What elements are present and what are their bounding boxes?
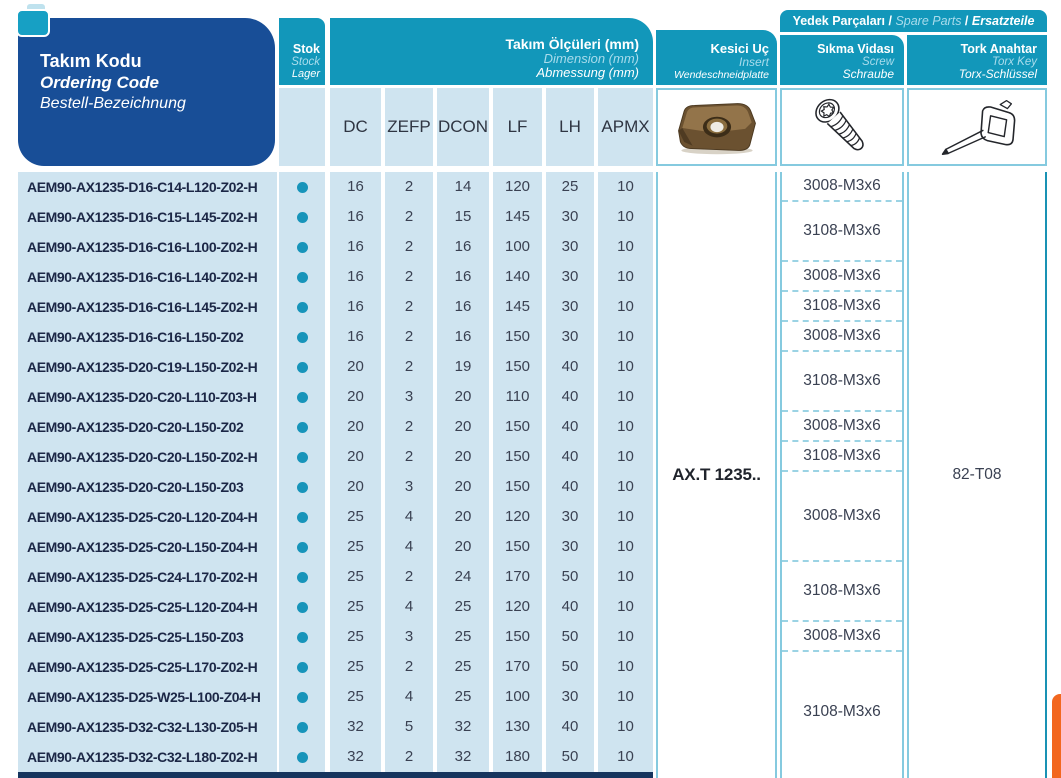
row-lh-cell: 40 — [561, 418, 579, 435]
stock-column — [279, 172, 325, 772]
row-code-cell: AEM90-AX1235-D20-C20-L150-Z02-H — [27, 449, 258, 465]
row-dc-cell: 25 — [347, 688, 364, 705]
row-lh-cell: 30 — [561, 538, 579, 555]
row-code-cell: AEM90-AX1235-D20-C20-L110-Z03-H — [27, 389, 257, 405]
screw-code-cell: 3008-M3x6 — [782, 262, 902, 292]
torx-key-title-en: Torx Key — [992, 56, 1037, 68]
row-dc-cell: 25 — [347, 598, 364, 615]
stock-dot-icon — [297, 602, 308, 613]
row-lf-cell: 150 — [504, 328, 531, 345]
stock-dot-cell — [279, 292, 325, 322]
row-lf-cell: 150 — [504, 538, 531, 555]
row-dc-cell: 20 — [347, 478, 364, 495]
stock-dot-icon — [297, 212, 308, 223]
ordering-code-header — [18, 18, 275, 166]
stock-title-de: Lager — [291, 68, 320, 80]
row-zefp-cell: 2 — [404, 298, 414, 315]
row-lf-cell: 130 — [504, 718, 531, 735]
stock-dot-cell — [279, 712, 325, 742]
row-code-cell: AEM90-AX1235-D16-C16-L145-Z02-H — [27, 299, 258, 315]
screw-code-cell: 3008-M3x6 — [782, 172, 902, 202]
row-code-cell: AEM90-AX1235-D16-C16-L100-Z02-H — [27, 239, 258, 255]
row-dcon-cell: 32 — [454, 748, 472, 765]
row-lf-cell: 140 — [504, 268, 531, 285]
row-lh-cell: 30 — [561, 688, 579, 705]
screw-title-tr: Sıkma Vidası — [817, 42, 894, 56]
bottom-rule — [18, 772, 653, 778]
row-dc-cell: 20 — [347, 388, 364, 405]
row-zefp-cell: 4 — [404, 538, 414, 555]
stock-dot-icon — [297, 662, 308, 673]
row-lh-cell: 50 — [561, 568, 579, 585]
row-lf-cell: 180 — [504, 748, 531, 765]
row-dcon-cell: 19 — [454, 358, 472, 375]
stock-dot-cell — [279, 232, 325, 262]
row-lf-cell: 110 — [505, 388, 530, 405]
stock-header — [279, 18, 325, 85]
stock-dot-icon — [297, 422, 308, 433]
row-code-cell: AEM90-AX1235-D25-C24-L170-Z02-H — [27, 569, 258, 585]
stock-subheader-cell — [279, 88, 325, 166]
stock-dot-cell — [279, 262, 325, 292]
row-apmx-cell: 10 — [617, 658, 634, 675]
stock-dot-cell — [279, 412, 325, 442]
insert-code-column — [656, 172, 777, 778]
row-dc-cell: 20 — [347, 358, 364, 375]
column-header-zefp: ZEFP — [385, 88, 433, 166]
row-lf-cell: 145 — [504, 208, 531, 225]
row-apmx-cell: 10 — [617, 298, 634, 315]
row-lh-cell: 30 — [561, 298, 579, 315]
row-zefp-cell: 4 — [404, 598, 414, 615]
row-zefp-cell: 3 — [404, 478, 414, 495]
row-dc-cell: 16 — [347, 328, 364, 345]
row-lh-cell: 40 — [561, 718, 579, 735]
stock-dot-cell — [279, 472, 325, 502]
row-lh-cell: 40 — [561, 388, 579, 405]
screw-code-cell: 3108-M3x6 — [782, 292, 902, 322]
stock-dot-icon — [297, 452, 308, 463]
screw-code-cell: 3108-M3x6 — [782, 562, 902, 622]
row-dc-cell: 16 — [347, 268, 364, 285]
ordering-code-column — [18, 172, 277, 772]
insert-title-tr: Kesici Uç — [710, 41, 769, 56]
row-lf-cell: 100 — [504, 688, 531, 705]
screw-code-cell: 3008-M3x6 — [782, 412, 902, 442]
row-code-cell: AEM90-AX1235-D25-C25-L150-Z03 — [27, 629, 244, 645]
row-code-cell: AEM90-AX1235-D32-C32-L130-Z05-H — [27, 719, 258, 735]
torx-key-title-tr: Tork Anahtar — [960, 42, 1037, 56]
stock-dot-cell — [279, 352, 325, 382]
row-apmx-cell: 10 — [617, 388, 634, 405]
row-dcon-cell: 20 — [454, 388, 472, 405]
row-apmx-cell: 10 — [617, 748, 634, 765]
torx-key-title-de: Torx-Schlüssel — [958, 67, 1037, 81]
row-code-cell: AEM90-AX1235-D25-C20-L150-Z04-H — [27, 539, 258, 555]
row-code-cell: AEM90-AX1235-D20-C19-L150-Z02-H — [27, 359, 258, 375]
insert-image-cell — [656, 88, 777, 166]
stock-dot-icon — [297, 722, 308, 733]
row-apmx-cell: 10 — [617, 178, 634, 195]
row-dcon-cell: 20 — [454, 478, 472, 495]
screw-code-cell: 3108-M3x6 — [803, 703, 881, 720]
ordering-code-title-tr: Takım Kodu — [40, 51, 142, 71]
row-zefp-cell: 2 — [404, 448, 414, 465]
screw-title-de: Schraube — [842, 67, 894, 81]
row-apmx-cell: 10 — [617, 448, 634, 465]
row-lf-cell: 170 — [504, 658, 531, 675]
row-dcon-cell: 24 — [454, 568, 472, 585]
row-lf-cell: 150 — [504, 418, 531, 435]
milling-insert-photo-icon — [669, 97, 765, 157]
ordering-code-title-en: Ordering Code — [40, 73, 160, 92]
apmx-column — [598, 172, 653, 772]
insert-header — [656, 30, 777, 85]
row-code-cell: AEM90-AX1235-D16-C14-L120-Z02-H — [27, 179, 258, 195]
stock-dot-cell — [279, 622, 325, 652]
row-zefp-cell: 2 — [404, 418, 414, 435]
row-dc-cell: 16 — [347, 298, 364, 315]
row-code-cell: AEM90-AX1235-D25-W25-L100-Z04-H — [27, 689, 261, 705]
row-lf-cell: 150 — [504, 628, 531, 645]
stock-dot-icon — [297, 362, 308, 373]
stock-dot-cell — [279, 562, 325, 592]
row-apmx-cell: 10 — [617, 418, 634, 435]
ordering-code-title-de: Bestell-Bezeichnung — [40, 95, 186, 112]
row-dcon-cell: 16 — [454, 268, 472, 285]
row-apmx-cell: 10 — [617, 268, 634, 285]
row-dc-cell: 16 — [347, 238, 364, 255]
row-dcon-cell: 20 — [454, 508, 472, 525]
row-zefp-cell: 2 — [404, 568, 414, 585]
row-apmx-cell: 10 — [617, 718, 634, 735]
torx-key-code: 82-T08 — [952, 466, 1002, 483]
torx-key-header — [907, 35, 1047, 85]
row-lf-cell: 150 — [504, 448, 531, 465]
row-code-cell: AEM90-AX1235-D16-C16-L140-Z02-H — [27, 269, 258, 285]
row-lh-cell: 30 — [561, 268, 579, 285]
row-dc-cell: 25 — [347, 538, 364, 555]
row-dcon-cell: 25 — [454, 628, 472, 645]
row-zefp-cell: 2 — [404, 178, 414, 195]
stock-dot-cell — [279, 202, 325, 232]
row-dcon-cell: 25 — [454, 688, 472, 705]
stock-dot-icon — [297, 392, 308, 403]
row-dc-cell: 25 — [347, 568, 364, 585]
row-dcon-cell: 16 — [454, 298, 472, 315]
dimensions-title-en: Dimension (mm) — [543, 51, 639, 66]
row-apmx-cell: 10 — [617, 508, 634, 525]
row-dc-cell: 32 — [347, 718, 364, 735]
screw-code-cell: 3008-M3x6 — [782, 472, 902, 562]
row-dcon-cell: 25 — [454, 598, 472, 615]
row-lf-cell: 170 — [504, 568, 531, 585]
torx-key-drawing-icon — [925, 95, 1029, 159]
torx-key-code-column — [907, 172, 1047, 778]
row-zefp-cell: 2 — [404, 268, 414, 285]
zefp-column — [385, 172, 433, 772]
dimensions-header — [330, 18, 653, 85]
row-dc-cell: 16 — [347, 208, 364, 225]
row-apmx-cell: 10 — [617, 208, 634, 225]
column-header-dcon: DCON — [437, 88, 489, 166]
row-code-cell: AEM90-AX1235-D25-C25-L170-Z02-H — [27, 659, 258, 675]
row-lh-cell: 50 — [561, 628, 579, 645]
row-apmx-cell: 10 — [617, 598, 634, 615]
row-lh-cell: 25 — [561, 178, 579, 195]
screw-code-cell: 3008-M3x6 — [782, 322, 902, 352]
row-zefp-cell: 2 — [404, 748, 414, 765]
row-lf-cell: 120 — [504, 508, 531, 525]
dimensions-title-tr: Takım Ölçüleri (mm) — [505, 36, 639, 52]
insert-code: AX.T 1235.. — [672, 465, 761, 484]
row-zefp-cell: 2 — [404, 238, 414, 255]
row-dc-cell: 25 — [347, 508, 364, 525]
spare-parts-header — [780, 10, 1047, 32]
row-lf-cell: 145 — [504, 298, 531, 315]
spare-parts-title-de: Ersatzteile — [971, 14, 1035, 28]
stock-dot-icon — [297, 332, 308, 343]
torx-screw-drawing-icon — [807, 92, 877, 162]
screw-header — [780, 35, 904, 85]
insert-title-en: Insert — [738, 55, 769, 69]
row-zefp-cell: 2 — [404, 658, 414, 675]
row-dcon-cell: 25 — [454, 658, 472, 675]
row-dc-cell: 25 — [347, 658, 364, 675]
spare-parts-title-tr: Yedek Parçaları — [792, 14, 886, 28]
row-dcon-cell: 20 — [454, 448, 472, 465]
row-dc-cell: 16 — [347, 178, 364, 195]
row-code-cell: AEM90-AX1235-D32-C32-L180-Z02-H — [27, 749, 258, 765]
bookmark-tab-icon — [16, 2, 54, 36]
stock-dot-icon — [297, 542, 308, 553]
stock-dot-icon — [297, 482, 308, 493]
row-dcon-cell: 16 — [454, 238, 472, 255]
screw-code-cell: 3108-M3x6 — [782, 202, 902, 262]
row-lh-cell: 30 — [561, 508, 579, 525]
row-dcon-cell: 20 — [454, 418, 472, 435]
stock-dot-cell — [279, 652, 325, 682]
stock-dot-cell — [279, 682, 325, 712]
spare-parts-sep-1: / — [885, 14, 896, 28]
screw-code-cell: 3008-M3x6 — [782, 622, 902, 652]
row-zefp-cell: 2 — [404, 358, 414, 375]
stock-dot-cell — [279, 592, 325, 622]
row-dcon-cell: 16 — [454, 328, 472, 345]
row-lh-cell: 40 — [561, 358, 579, 375]
column-header-apmx: APMX — [598, 88, 653, 166]
page-edge-tab — [1052, 694, 1061, 778]
screw-title-en: Screw — [862, 56, 894, 68]
stock-dot-icon — [297, 512, 308, 523]
screw-code-cell: 3108-M3x6 — [782, 442, 902, 472]
stock-dot-icon — [297, 242, 308, 253]
stock-dot-icon — [297, 182, 308, 193]
row-zefp-cell: 3 — [404, 628, 414, 645]
row-dcon-cell: 14 — [454, 178, 472, 195]
stock-dot-cell — [279, 172, 325, 202]
row-apmx-cell: 10 — [617, 568, 634, 585]
dc-column — [330, 172, 381, 772]
stock-dot-cell — [279, 382, 325, 412]
dcon-column — [437, 172, 489, 772]
stock-dot-cell — [279, 322, 325, 352]
row-zefp-cell: 2 — [404, 328, 414, 345]
screw-image-cell — [780, 88, 904, 166]
row-apmx-cell: 10 — [617, 238, 634, 255]
row-code-cell: AEM90-AX1235-D20-C20-L150-Z02 — [27, 419, 244, 435]
row-lh-cell: 50 — [561, 658, 579, 675]
row-dc-cell: 20 — [347, 448, 364, 465]
row-apmx-cell: 10 — [617, 358, 634, 375]
stock-dot-cell — [279, 502, 325, 532]
row-dcon-cell: 32 — [454, 718, 472, 735]
stock-dot-cell — [279, 442, 325, 472]
row-lf-cell: 120 — [504, 598, 531, 615]
row-apmx-cell: 10 — [617, 538, 634, 555]
row-apmx-cell: 10 — [617, 628, 634, 645]
row-code-cell: AEM90-AX1235-D16-C16-L150-Z02 — [27, 329, 244, 345]
dimensions-title-de: Abmessung (mm) — [536, 65, 639, 80]
screw-code-column — [780, 172, 904, 778]
row-lf-cell: 150 — [504, 358, 531, 375]
row-code-cell: AEM90-AX1235-D25-C25-L120-Z04-H — [27, 599, 258, 615]
row-apmx-cell: 10 — [617, 688, 634, 705]
row-code-cell: AEM90-AX1235-D20-C20-L150-Z03 — [27, 479, 244, 495]
row-lh-cell: 50 — [561, 748, 579, 765]
stock-title-tr: Stok — [292, 42, 320, 56]
stock-dot-icon — [297, 272, 308, 283]
row-lh-cell: 30 — [561, 208, 579, 225]
row-lf-cell: 150 — [504, 478, 531, 495]
column-header-lh: LH — [546, 88, 594, 166]
stock-dot-icon — [297, 692, 308, 703]
row-zefp-cell: 2 — [404, 208, 414, 225]
column-header-lf: LF — [493, 88, 542, 166]
stock-dot-icon — [297, 632, 308, 643]
stock-dot-cell — [279, 532, 325, 562]
row-lh-cell: 30 — [561, 328, 579, 345]
row-zefp-cell: 4 — [404, 688, 414, 705]
stock-dot-icon — [297, 752, 308, 763]
row-code-cell: AEM90-AX1235-D16-C15-L145-Z02-H — [27, 209, 258, 225]
row-dcon-cell: 15 — [454, 208, 472, 225]
row-code-cell: AEM90-AX1235-D25-C20-L120-Z04-H — [27, 509, 258, 525]
row-apmx-cell: 10 — [617, 478, 634, 495]
torx-key-image-cell — [907, 88, 1047, 166]
row-lf-cell: 120 — [504, 178, 531, 195]
row-lf-cell: 100 — [504, 238, 531, 255]
lh-column — [546, 172, 594, 772]
row-lh-cell: 40 — [561, 598, 579, 615]
row-dcon-cell: 20 — [454, 538, 472, 555]
spare-parts-title-en: Spare Parts — [895, 14, 962, 28]
row-zefp-cell: 3 — [404, 388, 414, 405]
lf-column — [493, 172, 542, 772]
stock-dot-cell — [279, 742, 325, 772]
row-zefp-cell: 4 — [404, 508, 414, 525]
spare-parts-sep-2: / — [961, 14, 972, 28]
stock-title-en: Stock — [291, 56, 320, 68]
bookmark-tab-body — [16, 9, 50, 37]
column-header-dc: DC — [330, 88, 381, 166]
screw-code-cell: 3108-M3x6 — [782, 352, 902, 412]
row-lh-cell: 40 — [561, 478, 579, 495]
stock-dot-icon — [297, 572, 308, 583]
row-dc-cell: 20 — [347, 418, 364, 435]
row-dc-cell: 32 — [347, 748, 364, 765]
insert-title-de: Wendeschneidplatte — [674, 69, 769, 81]
row-dc-cell: 25 — [347, 628, 364, 645]
row-lh-cell: 30 — [561, 238, 579, 255]
row-lh-cell: 40 — [561, 448, 579, 465]
stock-dot-icon — [297, 302, 308, 313]
row-zefp-cell: 5 — [404, 718, 414, 735]
row-apmx-cell: 10 — [617, 328, 634, 345]
